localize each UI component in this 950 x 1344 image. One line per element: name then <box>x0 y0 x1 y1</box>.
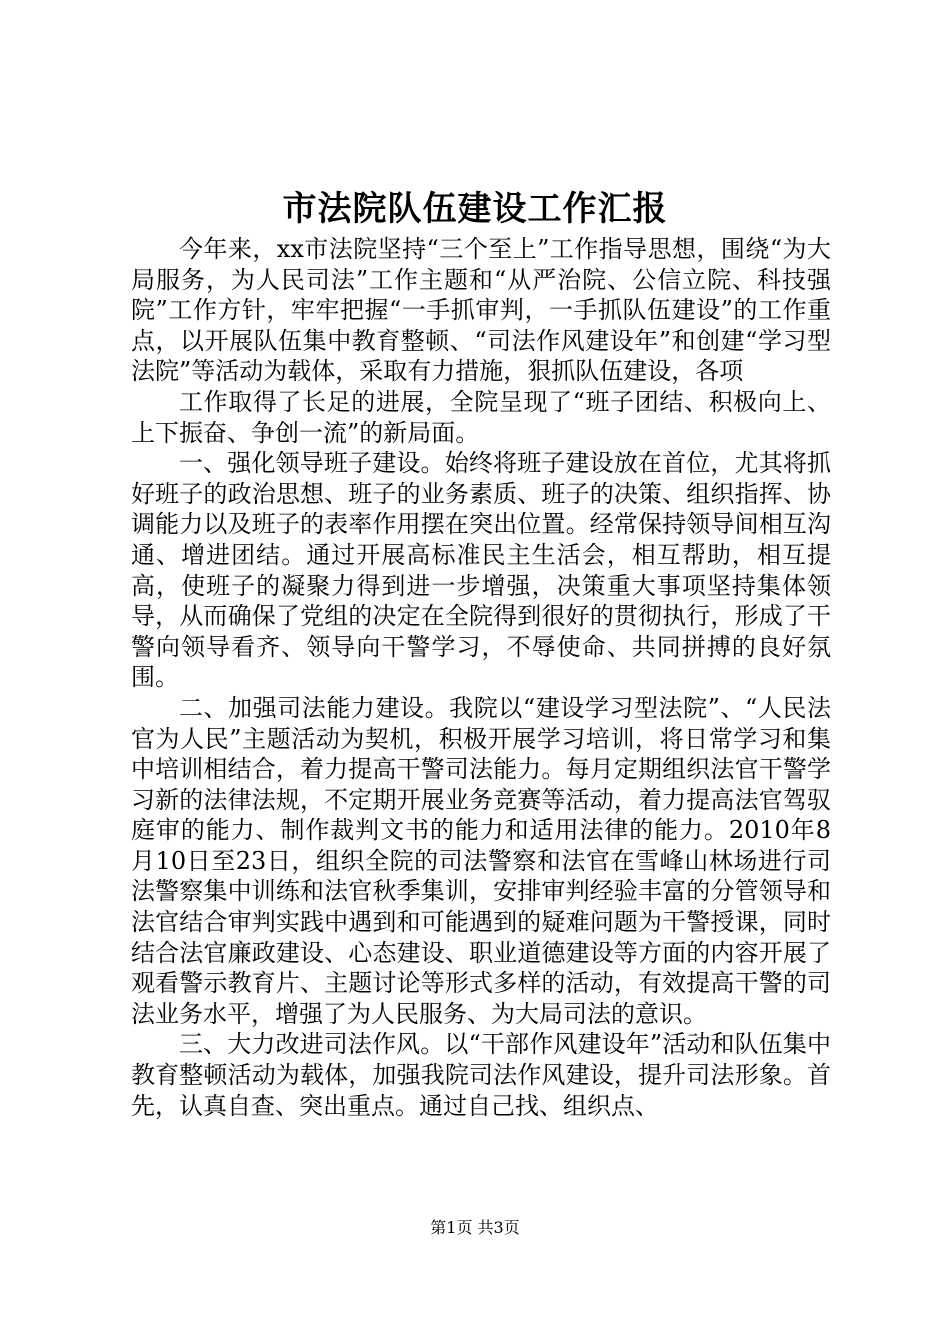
paragraph-progress: 工作取得了长足的进展，全院呈现了“班子团结、积极向上、上下振奋、争创一流”的新局面。 <box>131 387 831 447</box>
paragraph-judicial-ability: 二、加强司法能力建设。我院以“建设学习型法院”、“人民法官为人民”主题活动为契机，积极开展学习培训，将日常学习和集中培训相结合，着力提高干警司法能力。每月定期组织法官干警学习新的法律法规，不定期开展业务竞赛等活动，着力提高法官驾驭庭审的能力、制作裁判文书的能力和适用法律的能力。2010年8月10日至23日，组织全院的司法警察和法官在雪峰山林场进行司法警察集中训练和法官秋季集训，安排审判经验丰富的分管领导和法官结合审判实践中遇到和可能遇到的疑难问题为干警授课，同时结合法官廉政建设、心态建设、职业道德建设等方面的内容开展了观看警示教育片、主题讨论等形式多样的活动，有效提高干警的司法业务水平，增强了为人民服务、为大局司法的意识。 <box>131 693 831 1028</box>
document-body <box>131 234 831 1121</box>
page-number-footer: 第1页 共3页 <box>430 1218 520 1237</box>
paragraph-judicial-style: 三、大力改进司法作风。以“干部作风建设年”活动和队伍集中教育整顿活动为载体，加强我院司法作风建设，提升司法形象。首先，认真自查、突出重点。通过自己找、组织点、 <box>131 1030 831 1120</box>
paragraph-leadership: 一、强化领导班子建设。始终将班子建设放在首位，尤其将抓好班子的政治思想、班子的业务素质、班子的决策、组织指挥、协调能力以及班子的表率作用摆在突出位置。经常保持领导间相互沟通、增进团结。通过开展高标准民主生活会，相互帮助，相互提高，使班子的凝聚力得到进一步增强，决策重大事项坚持集体领导，从而确保了党组的决定在全院得到很好的贯彻执行，形成了干警向领导看齐、领导向干警学习，不辱使命、共同拼搏的良好氛围。 <box>131 449 831 692</box>
document-title: 市法院队伍建设工作汇报 <box>282 189 668 229</box>
paragraph-intro: 今年来，xx市法院坚持“三个至上”工作指导思想，围绕“为大局服务，为人民司法”工作主题和“从严治院、公信立院、科技强院”工作方针，牢牢把握“一手抓审判，一手抓队伍建设”的工作重点，以开展队伍集中教育整顿、“司法作风建设年”和创建“学习型法院”等活动为载体，采取有力措施，狠抓队伍建设，各项 <box>131 235 831 386</box>
